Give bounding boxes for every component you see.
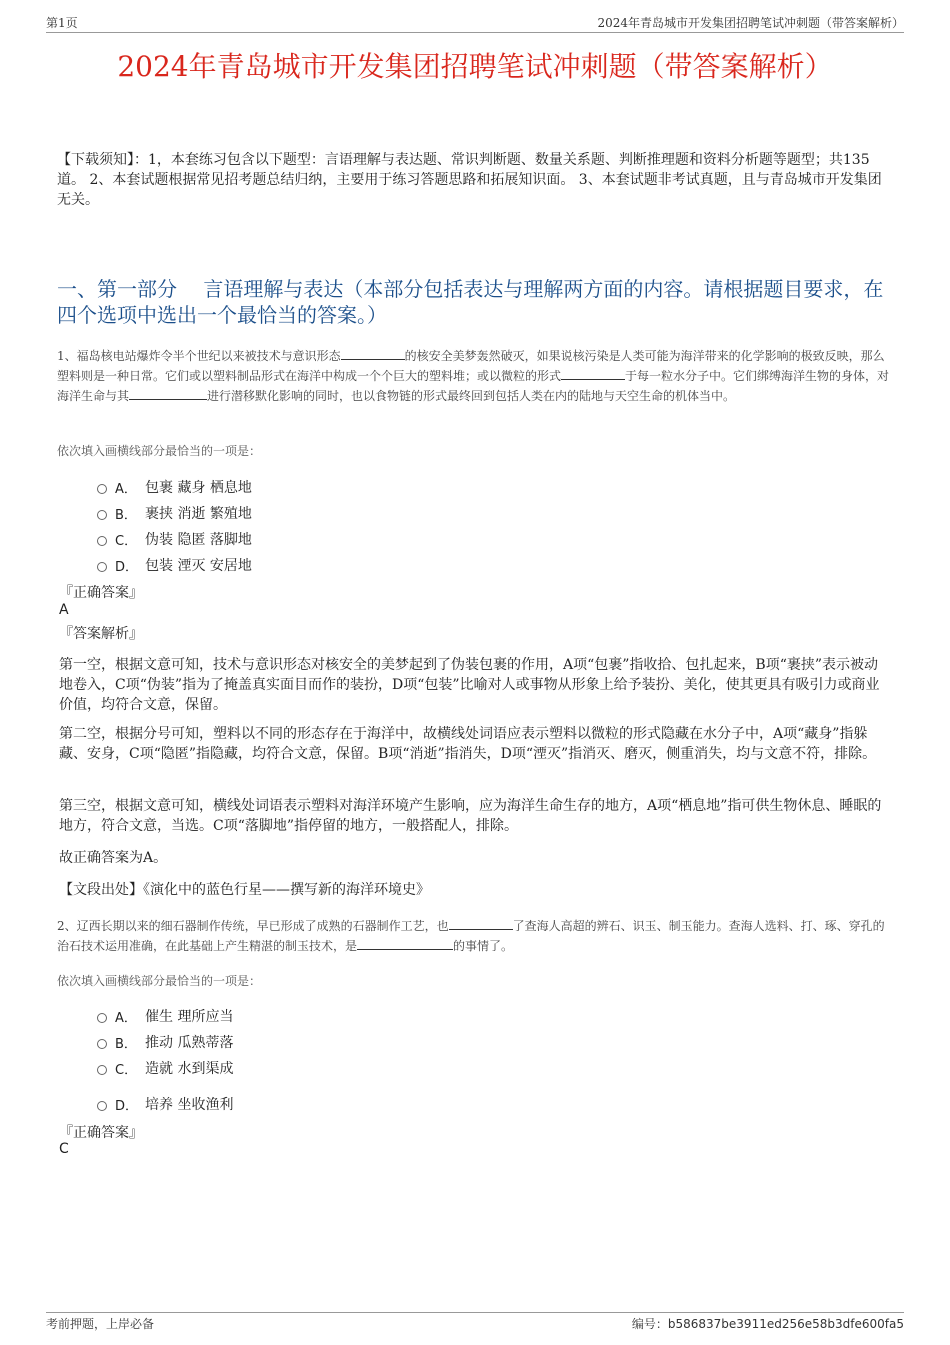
footer-code-value: b586837be3911ed256e58b3dfe600fa5 [667, 1317, 904, 1331]
option-letter: A． [115, 1010, 137, 1026]
q1-analysis-label: 『答案解析』 [59, 626, 143, 642]
option-text: 催生 理所应当 [145, 1009, 234, 1025]
q1-analysis-paragraph: 第三空，根据文意可知，横线处词语表示塑料对海洋环境产生影响，应为海洋生命生存的地方，A项“栖息地”指可供生物休息、睡眠的地方，符合文意，当选。C项“落脚地”指停留的地方，一般搭配人，排除。 [59, 798, 882, 834]
radio-icon[interactable] [97, 484, 107, 494]
section-heading: 一、第一部分 言语理解与表达（本部分包括表达与理解两方面的内容。请根据题目要求，在四个选项中选出一个最恰当的答案。） [57, 277, 884, 327]
option-text: 包裹 藏身 栖息地 [145, 480, 252, 496]
header-doc-title: 2024年青岛城市开发集团招聘笔试冲刺题（带答案解析） [597, 16, 904, 30]
option-text: 造就 水到渠成 [145, 1061, 234, 1077]
q2-text-part: 的事情了。 [453, 939, 514, 953]
q2-answer: C [59, 1141, 69, 1157]
q1-prompt: 依次填入画横线部分最恰当的一项是： [57, 444, 262, 458]
option-text: 伪装 隐匿 落脚地 [145, 532, 252, 548]
q2-text-part: 2、辽西长期以来的细石器制作传统，早已形成了成熟的石器制作工艺，也 [57, 919, 449, 933]
q1-source: 【文段出处】《演化中的蓝色行星——撰写新的海洋环境史》 [59, 882, 430, 898]
footer-code [632, 1315, 904, 1332]
q1-conclusion: 故正确答案为A。 [59, 850, 168, 866]
option-letter: B． [115, 507, 137, 523]
q2-option-b[interactable] [97, 1032, 233, 1052]
option-text: 包装 湮灭 安居地 [145, 558, 252, 574]
q2-text-part: 了查海人高超的辨石、识玉、制玉能力。查海人选料、打、琢、穿孔的治石技术运用准确，在此基础上产生精湛的制玉技术，是 [57, 919, 885, 953]
question-1-text [57, 346, 895, 406]
q1-blank-3 [129, 387, 207, 400]
option-letter: D． [115, 559, 139, 575]
option-letter: C． [115, 533, 138, 549]
option-text: 培养 坐收渔利 [145, 1097, 234, 1113]
option-text: 推动 瓜熟蒂落 [145, 1035, 234, 1051]
footer-slogan: 考前押题，上岸必备 [46, 1317, 155, 1331]
radio-icon[interactable] [97, 510, 107, 520]
option-text: 裹挟 消逝 繁殖地 [145, 506, 252, 522]
header-divider [46, 32, 904, 33]
q2-option-a[interactable] [97, 1006, 233, 1026]
radio-icon[interactable] [97, 1013, 107, 1023]
q1-option-a[interactable] [97, 477, 252, 497]
q1-option-b[interactable] [97, 503, 252, 523]
q1-analysis-paragraph: 第一空，根据文意可知，技术与意识形态对核安全的美梦起到了伪装包裹的作用，A项“包裹”指收拾、包扎起来，B项“裹挟”表示被动地卷入，C项“伪装”指为了掩盖真实面目而作的装扮，D项“包装”比喻对人或事物从形象上给予装扮、美化，使其更具有吸引力或商业价值，均符合文意，保留。 [59, 657, 880, 713]
q1-blank-2 [561, 367, 625, 380]
q1-blank-1 [341, 347, 405, 360]
q2-answer-label: 『正确答案』 [59, 1125, 143, 1141]
q1-text-part: 于每一粒水分子中。它们绑缚海洋生物的身体，对海洋生命与其 [57, 369, 890, 403]
q2-option-c[interactable] [97, 1058, 233, 1078]
download-notice: 【下载须知】：1，本套练习包含以下题型：言语理解与表达题、常识判断题、数量关系题、判断推理题和资料分析题等题型；共135道。 2、本套试题根据常见招考题总结归纳，主要用于练习答题思路和拓展知识面。 3、本套试题非考试真题，且与青岛城市开发集团无关。 [57, 152, 882, 208]
option-letter: C． [115, 1062, 138, 1078]
radio-icon[interactable] [97, 536, 107, 546]
q1-option-d[interactable] [97, 555, 252, 575]
radio-icon[interactable] [97, 562, 107, 572]
q2-blank-2 [357, 937, 453, 950]
q1-text-part: 的核安全美梦轰然破灭，如果说核污染是人类可能为海洋带来的化学影响的极致反映，那么塑料则是一种日常。它们或以塑料制品形式在海洋中构成一个个巨大的塑料堆；或以微粒的形式 [57, 349, 885, 383]
q2-prompt: 依次填入画横线部分最恰当的一项是： [57, 974, 262, 988]
q1-analysis-paragraph: 第二空，根据分号可知，塑料以不同的形态存在于海洋中，故横线处词语应表示塑料以微粒的形式隐藏在水分子中，A项“藏身”指躲藏、安身，C项“隐匿”指隐藏，均符合文意，保留。B项“消逝”指消失，D项“湮灭”指消灭、磨灭，侧重消失，均与文意不符，排除。 [59, 726, 877, 762]
footer-code-label: 编号： [631, 1317, 668, 1331]
option-letter: D． [115, 1098, 139, 1114]
question-2-text [57, 916, 895, 956]
radio-icon[interactable] [97, 1039, 107, 1049]
q2-option-d[interactable] [97, 1094, 233, 1114]
radio-icon[interactable] [97, 1101, 107, 1111]
footer-divider [46, 1312, 904, 1313]
q1-option-c[interactable] [97, 529, 252, 549]
q1-text-part: 1、福岛核电站爆炸令半个世纪以来被技术与意识形态 [57, 349, 341, 363]
q2-blank-1 [449, 917, 513, 930]
q1-answer-label: 『正确答案』 [59, 585, 143, 601]
page-number: 第1页 [46, 16, 78, 30]
radio-icon[interactable] [97, 1065, 107, 1075]
option-letter: B． [115, 1036, 137, 1052]
option-letter: A． [115, 481, 137, 497]
q1-text-part: 进行潜移默化影响的同时，也以食物链的形式最终回到包括人类在内的陆地与天空生命的机体当中。 [207, 389, 736, 403]
page-title: 2024年青岛城市开发集团招聘笔试冲刺题（带答案解析） [117, 50, 833, 83]
q1-answer: A [59, 602, 69, 618]
